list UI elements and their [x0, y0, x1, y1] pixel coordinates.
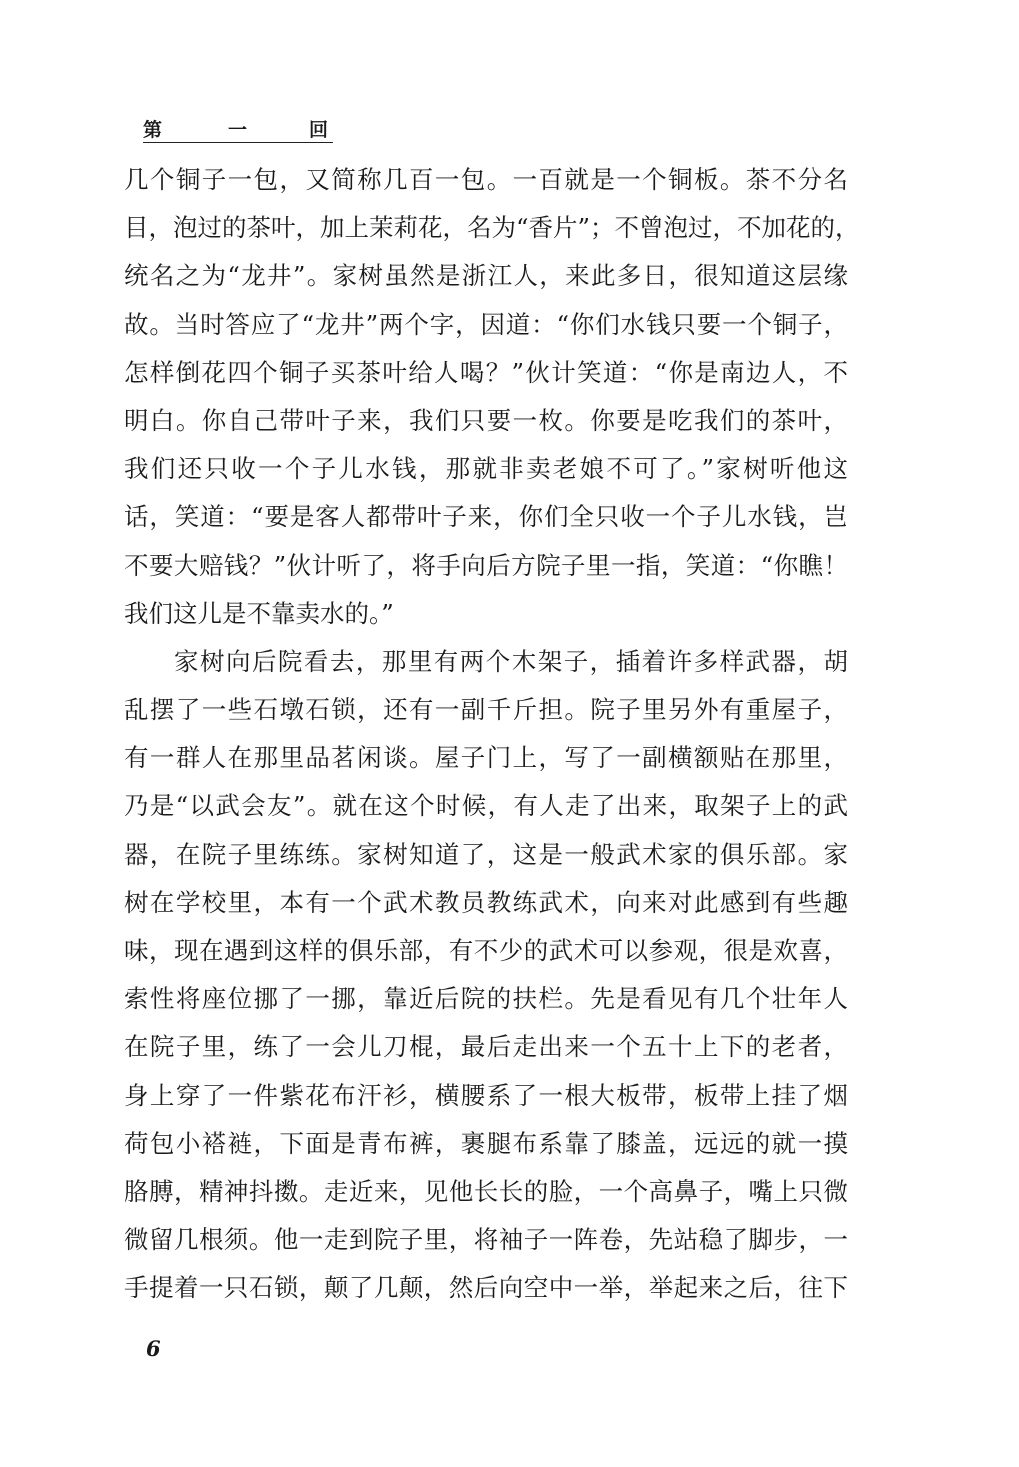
text-line: 不要大赔钱？”伙计听了，将手向后方院子里一指，笑道：“你瞧！ [124, 550, 848, 580]
text-line: 味，现在遇到这样的俱乐部，有不少的武术可以参观，很是欢喜， [124, 936, 848, 965]
running-head-middle: 一 [228, 119, 248, 141]
text-line: 乱摆了一些石墩石锁，还有一副千斤担。院子里另外有重屋子， [124, 695, 848, 725]
text-line: 几个铜子一包，又简称几百一包。一百就是一个铜板。茶不分名 [124, 165, 848, 194]
text-line: 目，泡过的茶叶，加上茉莉花，名为“香片”；不曾泡过，不加花的， [124, 213, 860, 243]
text-line: 乃是“以武会友”。就在这个时候，有人走了出来，取架子上的武 [124, 791, 848, 821]
text-line: 怎样倒花四个铜子买茶叶给人喝？”伙计笑道：“你是南边人，不 [124, 357, 848, 387]
running-head-right: 回 [309, 119, 329, 141]
page-number: 6 [146, 1336, 161, 1361]
text-line: 话，笑道：“要是客人都带叶子来，你们全只收一个子儿水钱，岂 [124, 502, 848, 532]
text-line: 器，在院子里练练。家树知道了，这是一般武术家的俱乐部。家 [124, 839, 848, 869]
text-line: 故。当时答应了“龙井”两个字，因道：“你们水钱只要一个铜子， [124, 309, 848, 339]
text-line: 索性将座位挪了一挪，靠近后院的扶栏。先是看见有几个壮年人 [124, 984, 848, 1014]
text-line: 树在学校里，本有一个武术教员教练武术，向来对此感到有些趣 [124, 887, 848, 917]
text-line: 荷包小褡裢，下面是青布裤，裹腿布系靠了膝盖，远远的就一摸 [124, 1128, 848, 1158]
text-line: 胳膊，精神抖擞。走近来，见他长长的脸，一个高鼻子，嘴上只微 [124, 1176, 848, 1206]
text-line: 微留几根须。他一走到院子里，将袖子一阵卷，先站稳了脚步，一 [124, 1225, 848, 1255]
text-line: 有一群人在那里品茗闲谈。屋子门上，写了一副横额贴在那里， [124, 743, 848, 773]
text-line: 我们还只收一个子儿水钱，那就非卖老娘不可了。”家树听他这 [124, 454, 848, 484]
text-line: 手提着一只石锁，颠了几颠，然后向空中一举，举起来之后，往下 [124, 1273, 848, 1303]
text-line: 明白。你自己带叶子来，我们只要一枚。你要是吃我们的茶叶， [124, 405, 848, 435]
running-head [143, 118, 333, 143]
running-head-left: 第 [143, 119, 163, 141]
text-line: 身上穿了一件紫花布汗衫，横腰系了一根大板带，板带上挂了烟 [124, 1080, 848, 1110]
text-line: 家树向后院看去，那里有两个木架子，插着许多样武器，胡 [174, 646, 848, 676]
text-line: 在院子里，练了一会儿刀棍，最后走出来一个五十上下的老者， [124, 1032, 848, 1062]
body-text [124, 156, 860, 1313]
text-line: 统名之为“龙井”。家树虽然是浙江人，来此多日，很知道这层缘 [124, 261, 848, 291]
text-line: 我们这儿是不靠卖水的。” [124, 598, 394, 628]
